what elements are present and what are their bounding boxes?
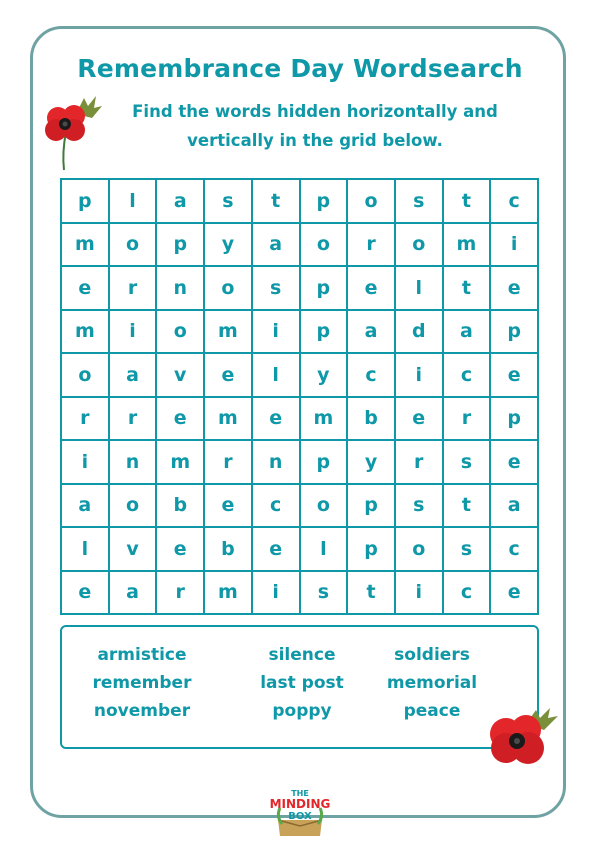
grid-cell: t: [443, 484, 491, 528]
grid-cell: a: [252, 223, 300, 267]
grid-cell: t: [252, 179, 300, 223]
grid-cell: m: [204, 310, 252, 354]
grid-cell: o: [204, 266, 252, 310]
grid-cell: e: [252, 397, 300, 441]
grid-cell: r: [395, 440, 443, 484]
word-remember: remember: [92, 673, 192, 693]
grid-cell: o: [156, 310, 204, 354]
grid-cell: e: [252, 527, 300, 571]
grid-cell: p: [490, 310, 538, 354]
grid-cell: i: [395, 353, 443, 397]
grid-cell: s: [395, 484, 443, 528]
poppy-icon: [44, 92, 104, 172]
grid-cell: r: [109, 266, 157, 310]
grid-cell: e: [61, 571, 109, 615]
grid-cell: e: [490, 266, 538, 310]
grid-cell: b: [204, 527, 252, 571]
grid-cell: i: [61, 440, 109, 484]
grid-cell: r: [443, 397, 491, 441]
grid-cell: c: [443, 353, 491, 397]
minding-box-logo: [270, 786, 330, 838]
word-peace: peace: [403, 701, 461, 721]
grid-cell: e: [490, 353, 538, 397]
grid-cell: d: [395, 310, 443, 354]
grid-cell: t: [347, 571, 395, 615]
grid-cell: p: [300, 179, 348, 223]
grid-cell: m: [443, 223, 491, 267]
word-memorial: memorial: [386, 673, 478, 693]
grid-cell: i: [490, 223, 538, 267]
grid-cell: e: [490, 440, 538, 484]
grid-cell: p: [490, 397, 538, 441]
grid-cell: r: [61, 397, 109, 441]
grid-cell: s: [395, 179, 443, 223]
grid-cell: e: [490, 571, 538, 615]
instructions: [90, 97, 540, 155]
grid-cell: y: [204, 223, 252, 267]
grid-cell: e: [156, 527, 204, 571]
grid-cell: s: [300, 571, 348, 615]
grid-cell: l: [109, 179, 157, 223]
grid-cell: o: [300, 223, 348, 267]
grid-cell: o: [347, 179, 395, 223]
grid-cell: v: [109, 527, 157, 571]
grid-cell: y: [300, 353, 348, 397]
grid-cell: p: [156, 223, 204, 267]
grid-cell: n: [252, 440, 300, 484]
grid-cell: y: [347, 440, 395, 484]
instructions-line-1: Find the words hidden horizontally and: [132, 102, 498, 121]
grid-cell: m: [204, 397, 252, 441]
word-november: november: [93, 701, 191, 721]
grid-cell: a: [109, 571, 157, 615]
poppy-icon: [486, 704, 562, 770]
grid-cell: a: [490, 484, 538, 528]
grid-cell: m: [156, 440, 204, 484]
grid-cell: s: [443, 527, 491, 571]
grid-cell: a: [156, 179, 204, 223]
grid-cell: e: [347, 266, 395, 310]
grid-cell: l: [61, 527, 109, 571]
grid-cell: m: [61, 223, 109, 267]
instructions-line-2: vertically in the grid below.: [187, 131, 443, 150]
grid-cell: m: [300, 397, 348, 441]
grid-cell: o: [109, 484, 157, 528]
grid-cell: c: [490, 527, 538, 571]
grid-cell: v: [156, 353, 204, 397]
logo-text-the: THE: [291, 789, 309, 798]
grid-cell: o: [395, 527, 443, 571]
grid-cell: a: [61, 484, 109, 528]
grid-cell: e: [204, 353, 252, 397]
grid-cell: r: [204, 440, 252, 484]
word-soldiers: soldiers: [394, 645, 470, 665]
grid-cell: r: [109, 397, 157, 441]
grid-cell: o: [300, 484, 348, 528]
page-title: Remembrance Day Wordsearch: [77, 54, 523, 83]
grid-cell: b: [156, 484, 204, 528]
grid-cell: t: [443, 266, 491, 310]
word-poppy: poppy: [272, 701, 332, 721]
grid-cell: i: [109, 310, 157, 354]
grid-cell: s: [443, 440, 491, 484]
grid-cell: r: [347, 223, 395, 267]
grid-cell: n: [109, 440, 157, 484]
grid-cell: l: [300, 527, 348, 571]
wordsearch-grid: [60, 178, 539, 615]
grid-cell: a: [443, 310, 491, 354]
grid-cell: p: [300, 440, 348, 484]
grid-cell: l: [252, 353, 300, 397]
grid-cell: l: [395, 266, 443, 310]
grid-cell: m: [61, 310, 109, 354]
word-last-post: last post: [260, 673, 344, 693]
word-list-box: [60, 625, 539, 749]
grid-cell: b: [347, 397, 395, 441]
grid-cell: m: [204, 571, 252, 615]
grid-cell: c: [347, 353, 395, 397]
grid-cell: c: [252, 484, 300, 528]
grid-cell: o: [395, 223, 443, 267]
grid-cell: p: [347, 527, 395, 571]
grid-cell: e: [395, 397, 443, 441]
grid-cell: e: [204, 484, 252, 528]
grid-cell: i: [395, 571, 443, 615]
grid-cell: a: [109, 353, 157, 397]
word-silence: silence: [268, 645, 336, 665]
logo-text-minding: MINDING: [270, 797, 330, 811]
grid-cell: a: [347, 310, 395, 354]
grid-cell: p: [347, 484, 395, 528]
grid-cell: p: [300, 266, 348, 310]
grid-cell: e: [156, 397, 204, 441]
grid-cell: e: [61, 266, 109, 310]
logo-text-box: BOX: [288, 811, 312, 822]
grid-cell: p: [300, 310, 348, 354]
grid-cell: n: [156, 266, 204, 310]
grid-cell: s: [204, 179, 252, 223]
grid-cell: t: [443, 179, 491, 223]
grid-cell: o: [109, 223, 157, 267]
grid-cell: i: [252, 310, 300, 354]
grid-cell: o: [61, 353, 109, 397]
grid-cell: p: [61, 179, 109, 223]
grid-cell: c: [443, 571, 491, 615]
word-armistice: armistice: [97, 645, 187, 665]
grid-cell: c: [490, 179, 538, 223]
grid-cell: r: [156, 571, 204, 615]
grid-cell: s: [252, 266, 300, 310]
grid-cell: i: [252, 571, 300, 615]
